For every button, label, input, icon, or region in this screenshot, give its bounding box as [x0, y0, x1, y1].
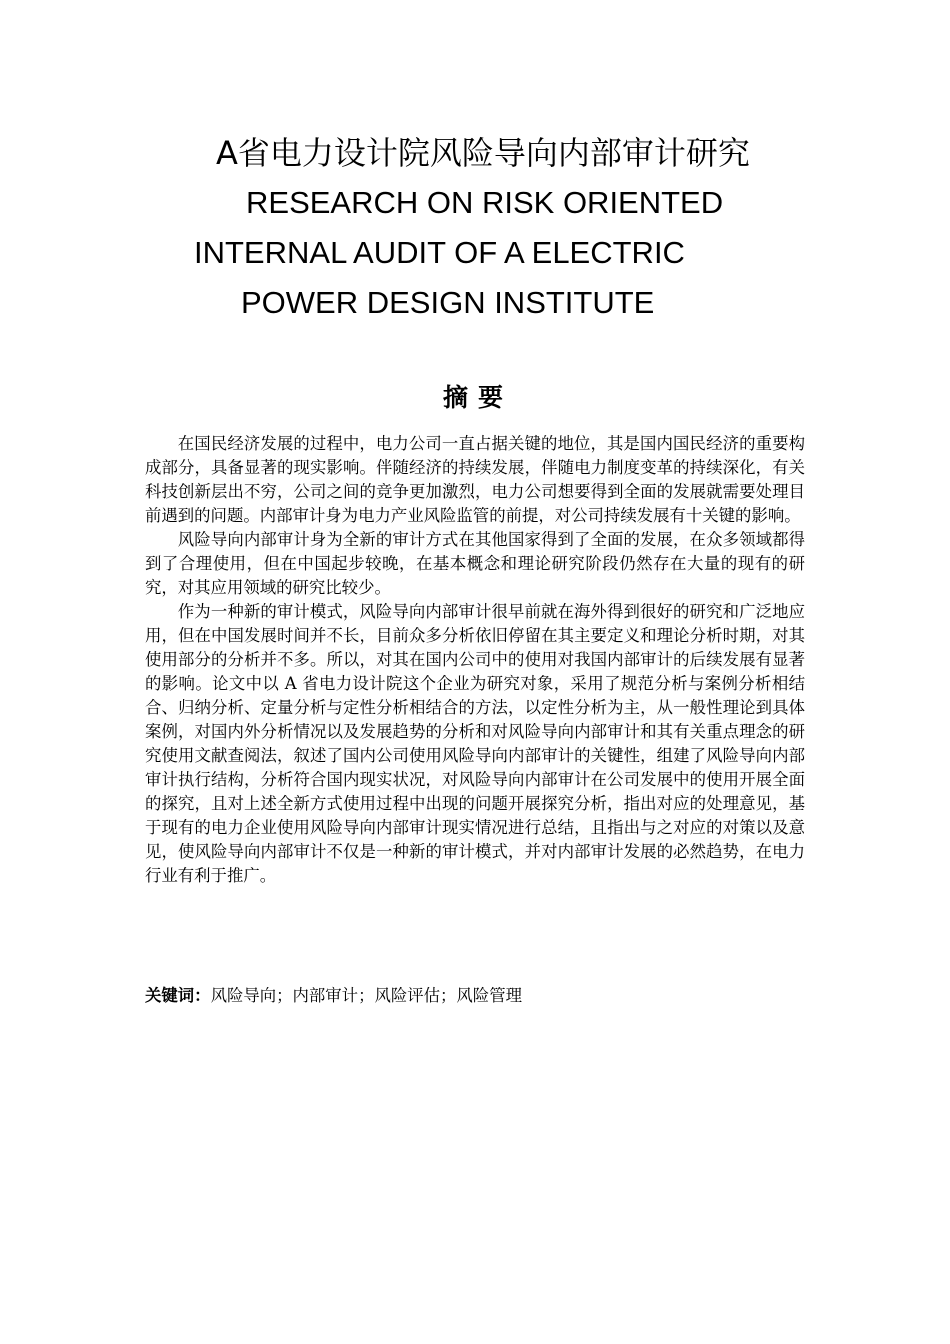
- abstract-paragraph-3: 作为一种新的审计模式，风险导向内部审计很早前就在海外得到很好的研究和广泛地应用，但在中国发展时间并不长，目前众多分析依旧停留在其主要定义和理论分析时期，对其使用部分的分析并不多。所以，对其在国内公司中的使用对我国内部审计的后续发展有显著的影响。论文中以 A 省电力设计院这个企业为研究对象，采用了规范分析与案例分析相结合、归纳分析、定量分析与定性分析相结合的方法，以定性分析为主，从一般性理论到具体案例，对国内外分析情况以及发展趋势的分析和对风险导向内部审计和其有关重点理念的研究使用文献查阅法，叙述了国内公司使用风险导向内部审计的关键性，组建了风险导向内部审计执行结构，分析符合国内现实状况，对风险导向内部审计在公司发展中的使用开展全面的探究，且对上述全新方式使用过程中出现的问题开展探究分析，指出对应的处理意见，基于现有的电力企业使用风险导向内部审计现实情况进行总结，且指出与之对应的对策以及意见，使风险导向内部审计不仅是一种新的审计模式，并对内部审计发展的必然趋势，在电力行业有利于推广。: [145, 602, 805, 885]
- english-title-line-3: POWER DESIGN INSTITUTE: [241, 285, 655, 320]
- keywords-line: [145, 984, 805, 1008]
- chinese-title: A省电力设计院风险导向内部审计研究: [216, 134, 750, 172]
- abstract-heading: 摘要: [442, 383, 513, 412]
- abstract-paragraph-1: 在国民经济发展的过程中，电力公司一直占据关键的地位，其是国内国民经济的重要构成部分，具备显著的现实影响。伴随经济的持续发展，伴随电力制度变革的持续深化，有关科技创新层出不穷，公司之间的竞争更加激烈，电力公司想要得到全面的发展就需要处理目前遇到的问题。内部审计身为电力产业风险监管的前提，对公司持续发展有十关键的影响。: [145, 434, 805, 525]
- keywords-text: 风险导向；内部审计；风险评估；风险管理: [210, 986, 522, 1005]
- english-title-line-1: RESEARCH ON RISK ORIENTED: [246, 185, 724, 220]
- english-title: [190, 178, 790, 328]
- abstract-paragraph-2: 风险导向内部审计身为全新的审计方式在其他国家得到了全面的发展，在众多领域都得到了合理使用，但在中国起步较晚，在基本概念和理论研究阶段仍然存在大量的现有的研究，对其应用领域的研究比较少。: [145, 530, 805, 597]
- abstract-body: [145, 432, 805, 888]
- english-title-line-2: INTERNAL AUDIT OF A ELECTRIC: [194, 235, 685, 270]
- keywords-label: 关键词：: [145, 986, 211, 1005]
